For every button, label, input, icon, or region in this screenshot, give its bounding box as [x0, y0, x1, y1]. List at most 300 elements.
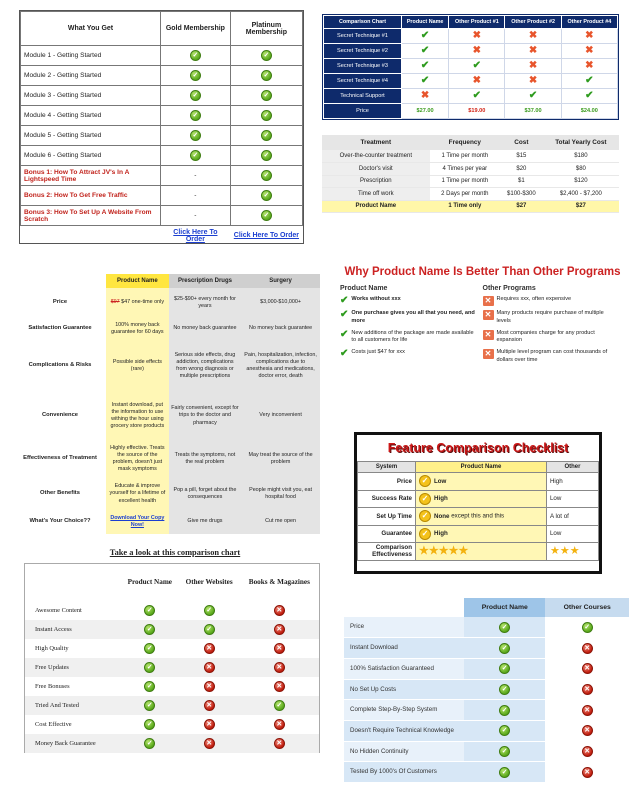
check-icon: ✔	[420, 30, 430, 41]
product-cell	[416, 525, 547, 543]
list-item	[340, 310, 477, 326]
check-circle-icon: ✓	[261, 210, 272, 221]
product-heading: Product Name	[340, 285, 388, 292]
list-item-text: Multiple level program can cost thousands of dollars over time	[496, 349, 608, 364]
table-cell: Prescription	[322, 175, 430, 188]
status-cell	[240, 639, 319, 658]
check-circle-icon: ✓	[144, 624, 155, 635]
row-label: Doesn't Require Technical Knowledge	[344, 720, 464, 741]
status-cell	[240, 620, 319, 639]
status-cell	[179, 677, 240, 696]
status-cell	[240, 601, 319, 620]
gold-cell	[161, 126, 231, 146]
table-row	[14, 340, 320, 392]
courses-comparison-table	[344, 598, 629, 783]
check-icon: ✔	[585, 90, 594, 101]
table-row	[344, 700, 629, 721]
check-icon: ✔	[420, 45, 430, 56]
empty-header-cell	[14, 274, 106, 288]
status-cell	[121, 639, 179, 658]
column-header-product: Product Name	[106, 274, 169, 288]
table-row	[344, 720, 629, 741]
check-circle-icon: ✓	[144, 662, 155, 673]
plat-cell	[230, 86, 302, 106]
table-cell: Over-the-counter treatment	[322, 150, 430, 163]
drugs-choice: Give me drugs	[169, 510, 241, 534]
row-label: Money Back Guarantee	[25, 734, 121, 753]
status-cell	[545, 700, 629, 721]
status-cell	[121, 620, 179, 639]
table-row	[14, 478, 320, 510]
row-label: Success Rate	[358, 490, 416, 508]
column-header: Other Product #4	[561, 16, 617, 29]
x-circle-icon: ✕	[204, 662, 215, 673]
download-link-cell	[106, 510, 169, 534]
empty-header-cell	[344, 598, 464, 617]
dash: -	[194, 192, 197, 199]
status-cell	[561, 59, 617, 74]
check-circle-icon: ✓	[261, 170, 272, 181]
star-icon: ★	[569, 545, 580, 558]
table-cell: 100% money back guarantee for 60 days	[106, 318, 169, 340]
plat-cell	[230, 46, 302, 66]
star-icon: ★	[448, 545, 459, 558]
status-cell	[240, 696, 319, 715]
status-cell	[561, 74, 617, 89]
table-row	[25, 696, 319, 715]
effectiveness-row	[358, 543, 599, 561]
check-circle-icon: ✓	[499, 705, 510, 716]
other-cell: Low	[546, 525, 598, 543]
list-item	[340, 330, 477, 346]
table-row	[25, 734, 319, 753]
status-cell	[561, 29, 617, 44]
check-circle-icon: ✓	[261, 190, 272, 201]
status-cell	[449, 89, 505, 104]
gold-cell	[161, 166, 231, 186]
status-cell	[240, 715, 319, 734]
check-circle-icon: ✓	[261, 130, 272, 141]
x-circle-icon: ✕	[582, 663, 593, 674]
table-cell: Possible side effects (rare)	[106, 340, 169, 392]
status-cell	[545, 741, 629, 762]
cross-icon: ✖	[585, 30, 594, 41]
row-label: Free Updates	[25, 658, 121, 677]
table-cell: Satisfaction Guarantee	[28, 325, 92, 332]
check-icon: ✔	[340, 348, 349, 360]
table-cell: $20	[500, 163, 543, 176]
x-circle-icon: ✕	[582, 725, 593, 736]
table-row	[21, 146, 303, 166]
row-label: Price	[358, 473, 416, 491]
status-cell	[561, 89, 617, 104]
status-cell	[545, 762, 629, 783]
status-cell	[179, 715, 240, 734]
table-row	[322, 200, 619, 213]
table-row	[344, 679, 629, 700]
check-circle-icon: ✓	[499, 725, 510, 736]
feature-comparison-checklist	[354, 432, 602, 574]
cross-icon: ✖	[585, 45, 594, 56]
other-stars	[546, 543, 598, 561]
check-circle-icon: ✓	[419, 510, 431, 522]
gold-cell	[161, 146, 231, 166]
click-to-order-link[interactable]: Click Here To Order	[233, 232, 300, 240]
status-cell	[505, 74, 561, 89]
status-cell	[121, 658, 179, 677]
price-cell: $19.00	[449, 104, 505, 119]
status-cell	[402, 89, 449, 104]
check-circle-icon: ✓	[499, 622, 510, 633]
status-cell	[121, 715, 179, 734]
table-cell: Other Benefits	[40, 490, 80, 497]
status-cell	[561, 44, 617, 59]
other-cell: A lot of	[546, 508, 598, 526]
column-header: Frequency	[430, 135, 500, 150]
table-cell: $2,400 - $7,200	[543, 188, 619, 201]
row-label: Bonus 2: How To Get Free Traffic	[21, 186, 161, 206]
table-row	[14, 440, 320, 478]
table-row	[322, 150, 619, 163]
row-label: Awesome Content	[35, 607, 82, 614]
table-cell: 4 Times per year	[430, 163, 500, 176]
row-label: Secret Technique #3	[324, 59, 402, 74]
row-label: Price	[344, 617, 464, 638]
star-icon: ★	[458, 545, 469, 558]
comparison-chart-heading: Take a look at this comparison chart	[109, 548, 241, 557]
column-header: Total Yearly Cost	[543, 135, 619, 150]
list-item-text: Works without xxx	[351, 296, 401, 302]
price-row	[324, 104, 618, 119]
cross-icon: ✖	[585, 60, 594, 71]
gold-cell	[161, 66, 231, 86]
list-item	[483, 310, 620, 326]
row-label: Tried And Tested	[25, 696, 121, 715]
check-circle-icon: ✓	[144, 605, 155, 616]
row-label: Module 5 - Getting Started	[21, 126, 161, 146]
row-label: Guarantee	[358, 525, 416, 543]
check-icon: ✔	[472, 60, 482, 71]
check-circle-icon: ✓	[499, 643, 510, 654]
check-circle-icon: ✓	[144, 738, 155, 749]
cross-icon: ✖	[472, 30, 482, 41]
check-circle-icon: ✓	[190, 150, 201, 161]
table-cell: $27	[500, 200, 543, 213]
other-programs-heading: Other Programs	[482, 285, 536, 292]
status-cell	[179, 696, 240, 715]
table-cell: Very inconvenient	[241, 392, 320, 440]
row-label: Module 1 - Getting Started	[21, 46, 161, 66]
list-item-text: Requires xxx, often expensive	[496, 296, 572, 302]
check-icon: ✔	[340, 309, 349, 320]
row-label: No Set Up Costs	[344, 679, 464, 700]
column-header-other-courses: Other Courses	[545, 598, 629, 617]
table-cell: Fairly convenient, except for trips to the doctor and pharmacy	[169, 392, 241, 440]
cross-icon: ✖	[472, 75, 482, 86]
row-label: Tested By 1000's Of Customers	[344, 762, 464, 783]
table-row	[14, 510, 320, 534]
row-label: Technical Support	[324, 89, 402, 104]
download-copy-link[interactable]: Download Your Copy Now!	[110, 514, 165, 528]
old-price: $97	[110, 299, 120, 306]
x-circle-icon: ✕	[582, 705, 593, 716]
list-item-text: One purchase gives you all that you need, and more	[351, 310, 475, 324]
status-cell	[464, 617, 545, 638]
product-cell	[416, 508, 547, 526]
product-cell	[416, 473, 547, 491]
table-row	[324, 59, 618, 74]
status-cell	[545, 638, 629, 659]
x-circle-icon: ✕	[274, 681, 285, 692]
check-circle-icon: ✓	[261, 90, 272, 101]
x-circle-icon: ✕	[274, 605, 285, 616]
check-icon: ✔	[340, 295, 349, 306]
table-cell: Pop a pill, forget about the consequences	[169, 478, 241, 510]
product-value: None	[434, 512, 450, 520]
check-icon: ✔	[420, 60, 430, 71]
table-row	[25, 677, 319, 696]
product-cell	[416, 490, 547, 508]
table-cell: Product Name	[322, 200, 430, 213]
table-cell: Pain, hospitalization, infection, complications due to anesthesia and medications, doctor error, death	[241, 340, 320, 392]
why-better-section	[340, 265, 625, 395]
check-circle-icon: ✓	[144, 700, 155, 711]
row-label: Instant Download	[344, 638, 464, 659]
status-cell	[121, 696, 179, 715]
check-circle-icon: ✓	[582, 622, 593, 633]
cross-icon: ✖	[420, 90, 430, 101]
checklist-title: Feature Comparison Checklist	[387, 441, 569, 455]
row-label: 100% Satisfaction Guaranteed	[344, 658, 464, 679]
product-value: Low	[434, 477, 447, 485]
row-label: Instant Access	[25, 620, 121, 639]
column-header: Product Name	[402, 16, 449, 29]
star-icon: ★	[419, 545, 429, 558]
list-item-text: Costs just $47 for xxx	[351, 349, 405, 356]
row-label: Free Bonuses	[35, 683, 70, 690]
star-icon: ★	[428, 545, 439, 558]
check-circle-icon: ✓	[261, 110, 272, 121]
table-row	[324, 74, 618, 89]
table-cell: Effectiveness of Treatment	[23, 455, 97, 462]
status-cell	[179, 601, 240, 620]
status-cell	[449, 59, 505, 74]
price-cell: $37.00	[505, 104, 561, 119]
column-header-surgery: Surgery	[241, 274, 320, 288]
status-cell	[121, 734, 179, 753]
empty-cell	[21, 226, 161, 246]
check-circle-icon: ✓	[190, 130, 201, 141]
cross-icon: ✖	[528, 60, 538, 71]
table-cell: Instant download, put the information to use withing the hour using grocery store products	[106, 392, 169, 440]
surgery-price: $3,000-$10,000+	[241, 288, 320, 318]
check-circle-icon: ✓	[190, 110, 201, 121]
gold-cell	[161, 46, 231, 66]
column-header: Other Product #2	[505, 16, 561, 29]
plat-cell	[230, 186, 302, 206]
table-cell: Complications & Risks	[28, 362, 92, 369]
product-value: High	[434, 530, 448, 538]
status-cell	[545, 720, 629, 741]
table-cell: 1 Time per month	[430, 150, 500, 163]
treatment-cost-table	[322, 135, 619, 213]
row-label: Module 6 - Getting Started	[21, 146, 161, 166]
cross-box-icon: ✕	[483, 330, 494, 340]
blue-comparison-chart	[322, 14, 619, 120]
cross-icon: ✖	[528, 75, 538, 86]
table-row	[14, 318, 320, 340]
table-cell: $27	[543, 200, 619, 213]
status-cell	[464, 638, 545, 659]
new-price: $47 one-time only	[119, 299, 165, 306]
check-circle-icon: ✓	[499, 746, 510, 757]
row-label: Cost Effective	[35, 721, 72, 728]
list-item	[340, 296, 477, 306]
table-row	[21, 86, 303, 106]
price-cell: $27.00	[402, 104, 449, 119]
status-cell	[545, 679, 629, 700]
order-row	[21, 226, 303, 246]
x-circle-icon: ✕	[204, 700, 215, 711]
table-row	[21, 66, 303, 86]
table-cell: Convenience	[41, 412, 79, 419]
column-header-product: Product Name	[464, 598, 545, 617]
table-cell: 2 Days per month	[430, 188, 500, 201]
table-row	[344, 741, 629, 762]
status-cell	[121, 677, 179, 696]
x-circle-icon: ✕	[274, 719, 285, 730]
status-cell	[464, 762, 545, 783]
status-cell	[402, 44, 449, 59]
x-circle-icon: ✕	[582, 643, 593, 654]
column-header: Product Name	[127, 578, 172, 587]
surgery-choice: Cut me open	[241, 510, 320, 534]
row-label: Secret Technique #4	[324, 74, 402, 89]
row-label: Module 3 - Getting Started	[21, 86, 161, 106]
row-label-price: Price	[324, 104, 402, 119]
table-cell: Educate & improve yourself for a lifetime of excellent health	[106, 478, 169, 510]
status-cell	[402, 74, 449, 89]
x-circle-icon: ✕	[582, 746, 593, 757]
status-cell	[505, 44, 561, 59]
table-row	[21, 106, 303, 126]
row-label: Secret Technique #2	[324, 44, 402, 59]
plat-cell	[230, 146, 302, 166]
order-cell	[230, 226, 302, 246]
check-circle-icon: ✓	[144, 719, 155, 730]
table-row	[344, 762, 629, 783]
check-icon: ✔	[420, 75, 430, 86]
status-cell	[240, 677, 319, 696]
table-cell: 1 Time per month	[430, 175, 500, 188]
table-row	[21, 186, 303, 206]
column-header	[25, 564, 121, 601]
list-item	[483, 349, 620, 365]
x-circle-icon: ✕	[204, 681, 215, 692]
check-circle-icon: ✓	[190, 50, 201, 61]
table-row	[344, 658, 629, 679]
table-cell: $1	[500, 175, 543, 188]
table-cell: Treats the symptoms, not the real problem	[169, 440, 241, 478]
plat-cell	[230, 106, 302, 126]
x-circle-icon: ✕	[204, 643, 215, 654]
other-cell: High	[546, 473, 598, 491]
row-label: Complete Step-By-Step System	[344, 700, 464, 721]
table-row	[358, 525, 599, 543]
x-circle-icon: ✕	[582, 684, 593, 695]
table-cell: May treat the source of the problem	[241, 440, 320, 478]
row-label: High Quality	[35, 645, 69, 652]
cross-icon: ✖	[528, 30, 538, 41]
status-cell	[179, 658, 240, 677]
column-header-product: Product Name	[416, 462, 547, 473]
check-icon: ✔	[585, 75, 594, 86]
cross-box-icon: ✕	[483, 310, 494, 320]
check-circle-icon: ✓	[204, 624, 215, 635]
table-cell: No money back guarantee	[241, 318, 320, 340]
table-row	[358, 490, 599, 508]
other-programs-column	[483, 285, 626, 369]
table-row	[324, 44, 618, 59]
product-price	[106, 288, 169, 318]
table-row	[21, 166, 303, 186]
x-circle-icon: ✕	[274, 624, 285, 635]
status-cell	[464, 658, 545, 679]
row-label: No Hidden Continuity	[344, 741, 464, 762]
status-cell	[449, 29, 505, 44]
row-label: Set Up Time	[358, 508, 416, 526]
table-row	[25, 620, 319, 639]
table-row	[324, 89, 618, 104]
gold-cell	[161, 206, 231, 226]
status-cell	[545, 658, 629, 679]
status-cell	[121, 601, 179, 620]
check-circle-icon: ✓	[261, 150, 272, 161]
check-circle-icon: ✓	[419, 475, 431, 487]
list-item	[483, 296, 620, 306]
x-circle-icon: ✕	[204, 738, 215, 749]
row-label: Secret Technique #1	[324, 29, 402, 44]
table-cell: Serious side effects, drug addiction, complications from wrong diagnosis or multiple prescriptions	[169, 340, 241, 392]
table-cell: $15	[500, 150, 543, 163]
list-item-text: Most companies charge for any product expansion	[496, 329, 595, 344]
status-cell	[240, 658, 319, 677]
row-label: Bonus 1: How To Attract JV's In A Lightspeed Time	[21, 166, 161, 186]
x-circle-icon: ✕	[204, 719, 215, 730]
column-header: Treatment	[322, 135, 430, 150]
list-item-text: New additions of the package are made available to all customers for life	[351, 329, 474, 344]
click-to-order-link[interactable]: Click Here To Order	[173, 228, 218, 243]
table-row	[25, 601, 319, 620]
list-item-text: Many products require purchase of multiple levels	[496, 310, 604, 324]
status-cell	[505, 29, 561, 44]
table-row	[322, 163, 619, 176]
check-circle-icon: ✓	[144, 643, 155, 654]
row-label: Comparison Effectiveness	[358, 543, 416, 561]
dash: -	[194, 212, 197, 219]
status-cell	[545, 617, 629, 638]
drugs-price: $25-$90+ every month for years	[169, 288, 241, 318]
status-cell	[449, 44, 505, 59]
website-comparison-chart	[24, 563, 320, 753]
check-circle-icon: ✓	[144, 681, 155, 692]
cross-icon: ✖	[528, 45, 538, 56]
x-circle-icon: ✕	[582, 767, 593, 778]
product-extra: except this and this	[449, 512, 505, 520]
column-header: Cost	[500, 135, 543, 150]
star-icon: ★	[549, 545, 560, 558]
column-header: Comparison Chart	[324, 16, 402, 29]
